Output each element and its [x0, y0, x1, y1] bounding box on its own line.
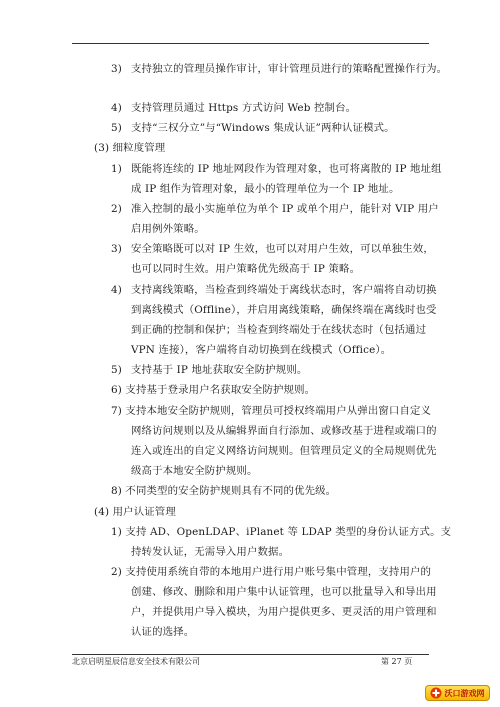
item-text: 到正确的控制和保护；当检查到终端处于在线状态时（包括通过 — [131, 324, 427, 336]
item-number: 1) — [111, 163, 122, 175]
header-rule — [72, 43, 429, 44]
footer-rule — [72, 654, 429, 655]
footer-page-number: 第 27 页 — [381, 657, 413, 666]
item-text: 准入控制的最小实施单位为单个 IP 或单个用户，能针对 VIP 用户 — [131, 203, 439, 215]
item-text: 启用例外策略。 — [131, 223, 205, 235]
item-number: 2) — [111, 203, 122, 215]
item-text: 创建、修改、删除和用户集中认证管理，也可以批量导入和导出用 — [131, 586, 437, 598]
item-number: 3) — [111, 243, 122, 255]
item-number: 4) — [111, 284, 122, 296]
item-text: 也可以同时生效。用户策略优先级高于 IP 策略。 — [131, 263, 361, 275]
item-text: 支持管理员通过 Https 方式访问 Web 控制台。 — [131, 102, 357, 114]
item-text: 户，并提供用户导入模块，为用户提供更多、更灵活的用户管理和 — [131, 606, 437, 618]
item-text: 支持离线策略，当检查到终端处于离线状态时，客户端将自动切换 — [131, 284, 437, 296]
footer-company: 北京启明星辰信息安全技术有限公司 — [72, 657, 200, 666]
watermark-logo — [418, 682, 496, 704]
item-text: 支持独立的管理员操作审计，审计管理员进行的策略配置操作行为。 — [131, 63, 448, 75]
gamepad-icon — [430, 687, 442, 699]
item-text: 既能将连续的 IP 地址网段作为管理对象，也可将离散的 IP 地址组 — [131, 163, 442, 175]
item-text: 7) 支持本地安全防护规则，管理员可授权终端用户从弹出窗口自定义 — [111, 405, 432, 417]
item-text: 支持基于 IP 地址获取安全防护规则。 — [131, 364, 308, 376]
item-text: 2) 支持使用系统自带的本地用户进行用户账号集中管理，支持用户的 — [111, 566, 432, 578]
watermark-text: 沃口游戏网 — [444, 688, 485, 698]
item-text: 成 IP 组作为管理对象，最小的管理单位为一个 IP 地址。 — [131, 183, 400, 195]
item-number: 5) — [111, 122, 122, 134]
watermark-badge — [425, 685, 490, 701]
item-number: 3) — [111, 63, 122, 75]
item-number: 5) — [111, 364, 122, 376]
section-title: (4) 用户认证管理 — [94, 506, 176, 518]
item-text: 6) 支持基于登录用户名获取安全防护规则。 — [111, 384, 316, 396]
item-text: 1) 支持 AD、OpenLDAP、iPlanet 等 LDAP 类型的身份认证方式。支 — [111, 526, 452, 538]
item-number: 4) — [111, 102, 122, 114]
item-text: 级高于本地安全防护规则。 — [131, 465, 258, 477]
item-text: 安全策略既可以对 IP 生效，也可以对用户生效，可以单独生效， — [131, 243, 434, 255]
item-text: 认证的选择。 — [131, 626, 195, 638]
section-title: (3) 细粒度管理 — [94, 142, 166, 154]
item-text: VPN 连接），客户端将自动切换到在线模式（Office）。 — [131, 344, 392, 356]
item-text: 持转发认证，无需导入用户数据。 — [131, 546, 290, 558]
item-text: 8) 不同类型的安全防护规则具有不同的优先级。 — [111, 485, 337, 497]
item-text: 网络访问规则以及从编辑界面自行添加、或修改基于进程或端口的 — [131, 425, 437, 437]
item-text: 支持“三权分立”与“Windows 集成认证”两种认证模式。 — [131, 122, 395, 134]
item-text: 到离线模式（Offline），并启用离线策略，确保终端在离线时也受 — [131, 304, 437, 316]
item-text: 连入或连出的自定义网络访问规则。但管理员定义的全局规则优先 — [131, 445, 437, 457]
